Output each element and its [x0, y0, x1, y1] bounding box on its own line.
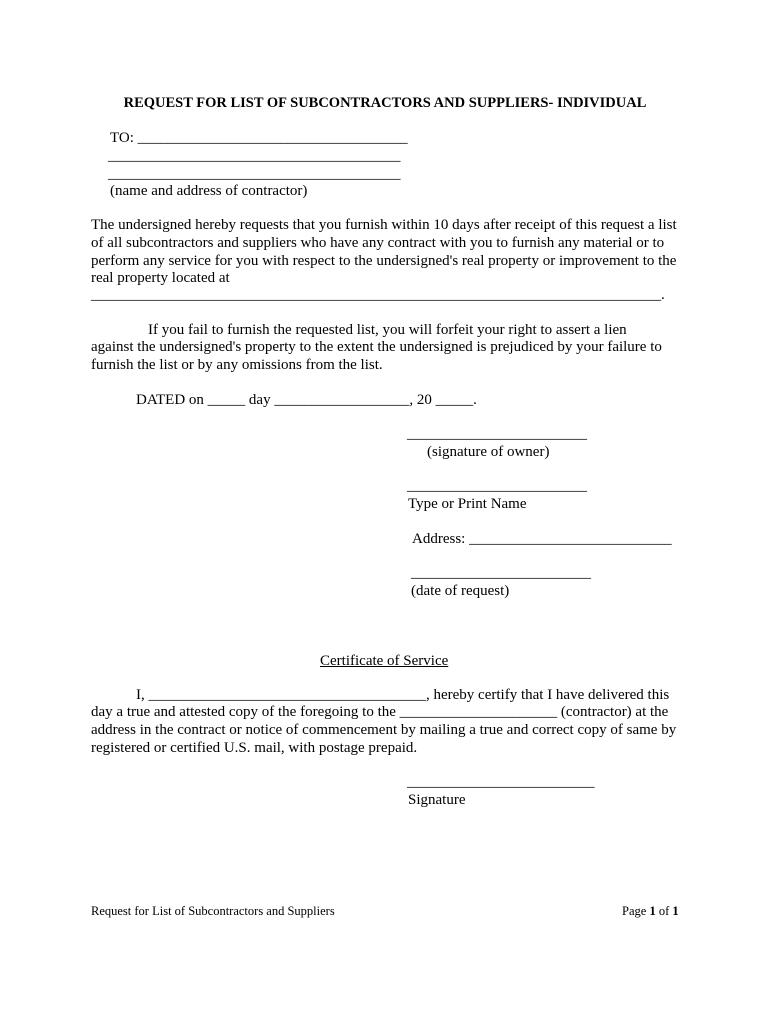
certificate-heading: Certificate of Service [320, 653, 449, 669]
forfeit-paragraph-rest: against the undersigned's property to the extent the undersigned is prejudiced by your failure to furnish the list or by any omissions from the list. [91, 339, 662, 373]
certificate-signature-caption: Signature [408, 792, 466, 808]
property-location-line: ____________________________________________________________________________. [91, 287, 665, 303]
footer-page-of: of [655, 904, 673, 918]
contractor-address-line-1: _______________________________________ [108, 148, 401, 164]
print-name-line: ________________________ [407, 478, 587, 494]
document-title: REQUEST FOR LIST OF SUBCONTRACTORS AND SUPPLIERS- INDIVIDUAL [123, 95, 647, 111]
footer-document-name: Request for List of Subcontractors and Suppliers [91, 904, 335, 918]
owner-signature-caption: (signature of owner) [427, 444, 550, 460]
certificate-first-line: I, _____________________________________, hereby certify that I have delivered this [136, 687, 670, 703]
certificate-signature-line: _________________________ [407, 774, 595, 790]
contractor-caption: (name and address of contractor) [110, 183, 308, 199]
footer-page-label: Page [622, 904, 650, 918]
forfeit-paragraph-first-line: If you fail to furnish the requested list, you will forfeit your right to assert a lien [148, 322, 627, 338]
footer-page-current: 1 [649, 904, 656, 918]
to-line: TO: ____________________________________ [110, 130, 408, 146]
owner-signature-line: ________________________ [407, 426, 587, 442]
request-paragraph: The undersigned hereby requests that you furnish within 10 days after receipt of this request a list of all subcontractors and suppliers who have any contract with you to furnish any material or to perform any service for you with respect to the undersigned's real property or improvement to the real property located at [91, 217, 677, 287]
date-of-request-line: ________________________ [411, 565, 591, 581]
print-name-caption: Type or Print Name [408, 496, 527, 512]
contractor-address-line-2: _______________________________________ [108, 166, 401, 182]
address-field: Address: ___________________________ [412, 531, 672, 547]
certificate-paragraph-rest: day a true and attested copy of the foregoing to the _____________________ (contractor) at the address in the contract or notice of commencement by mailing a true and correct copy of same by registered or certified U.S. mail, with postage prepaid. [91, 704, 677, 756]
footer-page-total: 1 [672, 904, 679, 918]
date-of-request-caption: (date of request) [411, 583, 510, 599]
dated-line: DATED on _____ day __________________, 20 _____. [136, 392, 477, 408]
footer-page-number [622, 902, 679, 920]
